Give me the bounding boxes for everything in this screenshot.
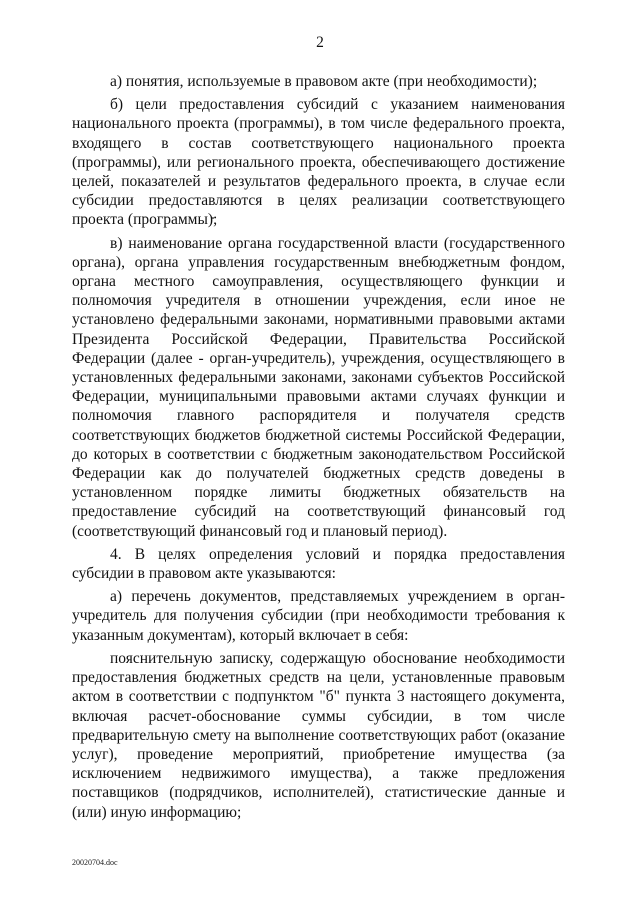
page-number: 2	[316, 34, 324, 51]
paragraph-a-concepts: а) понятия, используемые в правовом акте (при необходимости);	[110, 73, 538, 90]
paragraph-explanatory-note: пояснительную записку, содержащую обоснование необходимости предоставления бюджетных средств на цели, установленные правовым актом в соответствии с подпунктом "б" пункта 3 настоящего документа, включая расчет-обоснование суммы субсидии, в том числе предварительную смету на выполнение соответствующих работ (оказание услуг), проведение мероприятий, приобретение имущества (за исключением недвижимого имущества), а также предложения поставщиков (подрядчиков, исполнителей), статистические данные и (или) иную информацию;	[72, 649, 565, 821]
paragraph-v-authority: в) наименование органа государственной власти (государственного органа), органа управления государственным внебюджетным фондом, органа местного самоуправления, осуществляющего функции и полномочия учредителя в отношении учреждения, если иное не установлено федеральными законами, нормативными правовыми актами Президента Российской Федерации, Правительства Российской Федерации (далее - орган-учредитель), учреждения, осуществляющего в установленных федеральными законами, законами субъектов Российской Федерации, муниципальными правовыми актами случаях функции и полномочия главного распорядителя и получателя средств соответствующих бюджетов бюджетной системы Российской Федерации, до которых в соответствии с бюджетным законодательством Российской Федерации как до получателей бюджетных средств доведены в установленном порядке лимиты бюджетных обязательств на предоставление субсидий на соответствующий финансовый год (соответствующий финансовый год и плановый период).	[72, 234, 565, 540]
paragraph-a-documents: а) перечень документов, представляемых учреждением в орган-учредитель для получения субсидии (при необходимости требования к указанным документам), который включает в себя:	[72, 588, 565, 644]
document-body	[72, 72, 565, 826]
document-footer-filename: 20020704.doc	[72, 858, 118, 867]
paragraph-b-goals: б) цели предоставления субсидий с указанием наименования национального проекта (программы), в том числе федерального проекта, входящего в состав соответствующего национального проекта (программы), или регионального проекта, обеспечивающего достижение целей, показателей и результатов федерального проекта, в случае если субсидии предоставляются в целях реализации соответствующего проекта (программы);	[72, 96, 565, 229]
paragraph-4-conditions: 4. В целях определения условий и порядка предоставления субсидии в правовом акте указываются:	[72, 545, 565, 583]
